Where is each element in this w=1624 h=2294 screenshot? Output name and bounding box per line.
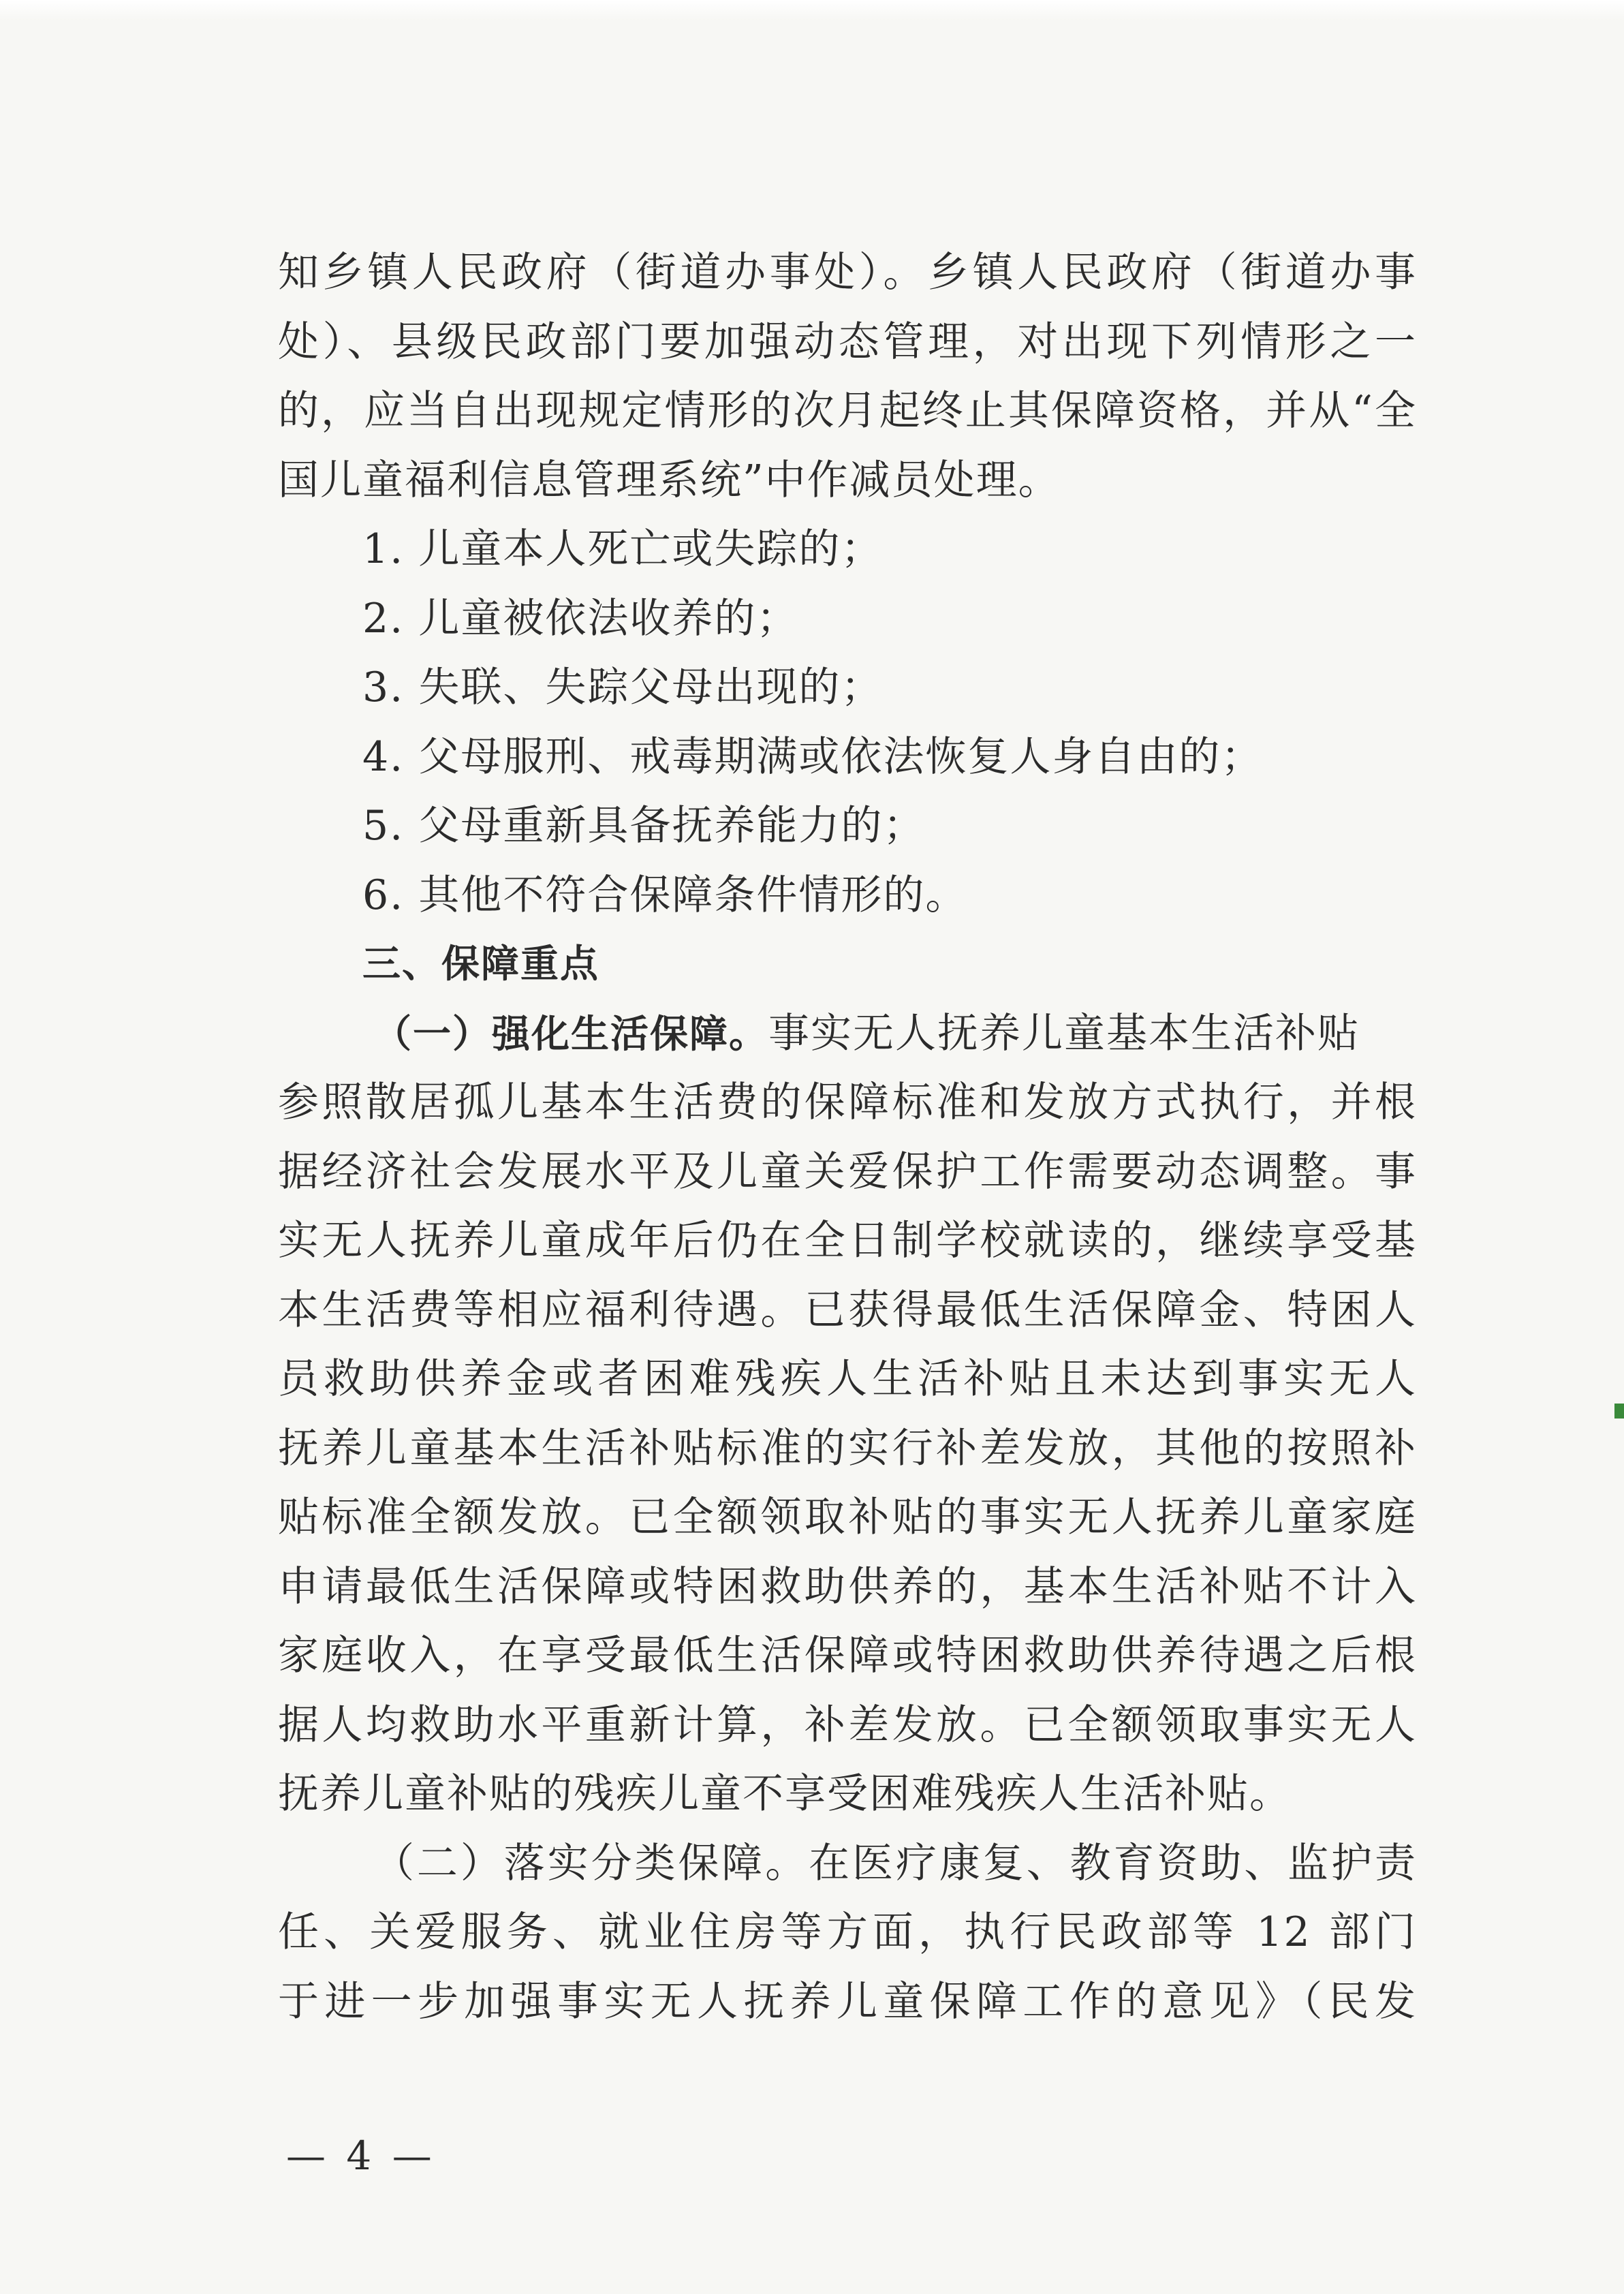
text-line: 任、关爱服务、就业住房等方面，执行民政部等 12 部门 [278,1908,1417,1956]
paragraph-first-line: （二）落实分类保障。在医疗康复、教育资助、监护责 [373,1839,1417,1887]
list-item: 2. 儿童被依法收养的； [362,594,799,642]
subsection-title: （一）强化生活保障。 [373,1012,768,1057]
page-number: — 4 — [286,2133,436,2179]
text-line: 据经济社会发展水平及儿童关爱保护工作需要动态调整。事 [278,1147,1417,1196]
list-item: 1. 儿童本人死亡或失踪的； [362,525,884,573]
paragraph-text: 事实无人抚养儿童基本生活补贴 [768,1009,1360,1057]
list-item: 4. 父母服刑、戒毒期满或依法恢复人身自由的； [362,732,1264,781]
text-line: 处）、县级民政部门要加强动态管理，对出现下列情形之一 [278,317,1417,366]
text-line: 员救助供养金或者困难残疾人生活补贴且未达到事实无人 [278,1355,1417,1403]
text-line: 的，应当自出现规定情形的次月起终止其保障资格，并从“全 [278,387,1417,435]
text-line: 本生活费等相应福利待遇。已获得最低生活保障金、特困人 [278,1286,1417,1334]
edge-mark [1614,1404,1624,1419]
text-line: 参照散居孤儿基本生活费的保障标准和发放方式执行，并根 [278,1079,1417,1126]
text-line: 贴标准全额发放。已全额领取补贴的事实无人抚养儿童家庭 [278,1493,1417,1541]
list-item: 6. 其他不符合保障条件情形的。 [362,871,968,919]
paragraph-first-line [278,999,1417,1069]
list-item: 3. 失联、失踪父母出现的； [362,664,884,711]
text-line: 申请最低生活保障或特困救助供养的，基本生活补贴不计入 [278,1562,1417,1611]
list-item: 5. 父母重新具备抚养能力的； [362,802,926,850]
text-line: 抚养儿童基本生活补贴标准的实行补差发放，其他的按照补 [278,1424,1417,1472]
text-line: 家庭收入，在享受最低生活保障或特困救助供养待遇之后根 [278,1632,1417,1679]
text-line: 国儿童福利信息管理系统”中作减员处理。 [278,456,1061,504]
section-heading: 三、保障重点 [362,942,599,987]
text-line: 知乡镇人民政府（街道办事处）。乡镇人民政府（街道办事 [278,249,1417,296]
document-body [278,238,1417,2036]
text-line: 实无人抚养儿童成年后仍在全日制学校就读的，继续享受基 [278,1217,1417,1265]
page-top-edge [0,0,1624,20]
text-line: 抚养儿童补贴的残疾儿童不享受困难残疾人生活补贴。 [278,1770,1292,1818]
text-line: 于进一步加强事实无人抚养儿童保障工作的意见》（民发 [278,1977,1417,2026]
text-line: 据人均救助水平重新计算，补差发放。已全额领取事实无人 [278,1701,1417,1749]
